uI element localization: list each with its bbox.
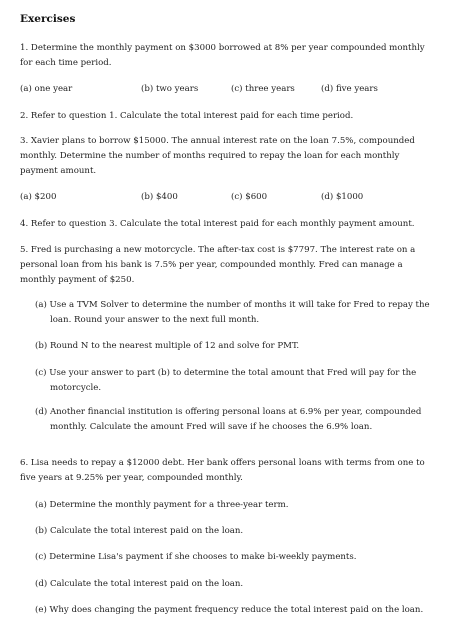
question-1-options (20, 84, 438, 98)
question-6-part-c: (c) Determine Lisa's payment if she chooses to make bi-weekly payments. (35, 552, 357, 562)
question-3-options (20, 192, 438, 206)
question-6-part-d: (d) Calculate the total interest paid on the loan. (35, 579, 244, 589)
question-3: 3. Xavier plans to borrow $15000. The annual interest rate on the loan 7.5%, compounded monthly. Determine the number of months required to repay the loan for each monthly payment amount. (20, 136, 415, 176)
question-6-part-b: (b) Calculate the total interest paid on the loan. (35, 526, 244, 536)
page-title: Exercises (20, 13, 76, 25)
question-5-part-d: (d) Another financial institution is offering personal loans at 6.9% per year, compounded monthly. Calculate the amount Fred will save if he chooses the 6.9% loan. (35, 407, 422, 432)
question-5-part-a: (a) Use a TVM Solver to determine the number of months it will take for Fred to repay the loan. Round your answer to the next full month. (35, 300, 430, 325)
option-b: (b) two years (141, 84, 199, 94)
option-d: (d) five years (321, 84, 378, 94)
option-c: (c) three years (231, 84, 295, 94)
question-5-part-c: (c) Use your answer to part (b) to determine the total amount that Fred will pay for the motorcycle. (35, 368, 417, 393)
option-a: (a) $200 (20, 192, 57, 202)
question-6-part-a: (a) Determine the monthly payment for a three-year term. (35, 500, 289, 510)
question-4: 4. Refer to question 3. Calculate the total interest paid for each monthly payment amount. (20, 219, 415, 229)
question-5-part-b: (b) Round N to the nearest multiple of 12 and solve for PMT. (35, 341, 300, 351)
question-6: 6. Lisa needs to repay a $12000 debt. Her bank offers personal loans with terms from one to five years at 9.25% per year, compounded monthly. (20, 458, 425, 483)
question-6-part-e: (e) Why does changing the payment frequency reduce the total interest paid on the loan. (35, 605, 424, 615)
question-2: 2. Refer to question 1. Calculate the total interest paid for each time period. (20, 111, 354, 121)
option-c: (c) $600 (231, 192, 268, 202)
question-1: 1. Determine the monthly payment on $3000 borrowed at 8% per year compounded monthly for each time period. (20, 43, 425, 68)
option-d: (d) $1000 (321, 192, 364, 202)
question-5: 5. Fred is purchasing a new motorcycle. The after-tax cost is $7797. The interest rate on a personal loan from his bank is 7.5% per year, compounded monthly. Fred can manage a monthly payment of $250. (20, 245, 416, 285)
option-b: (b) $400 (141, 192, 178, 202)
option-a: (a) one year (20, 84, 73, 94)
